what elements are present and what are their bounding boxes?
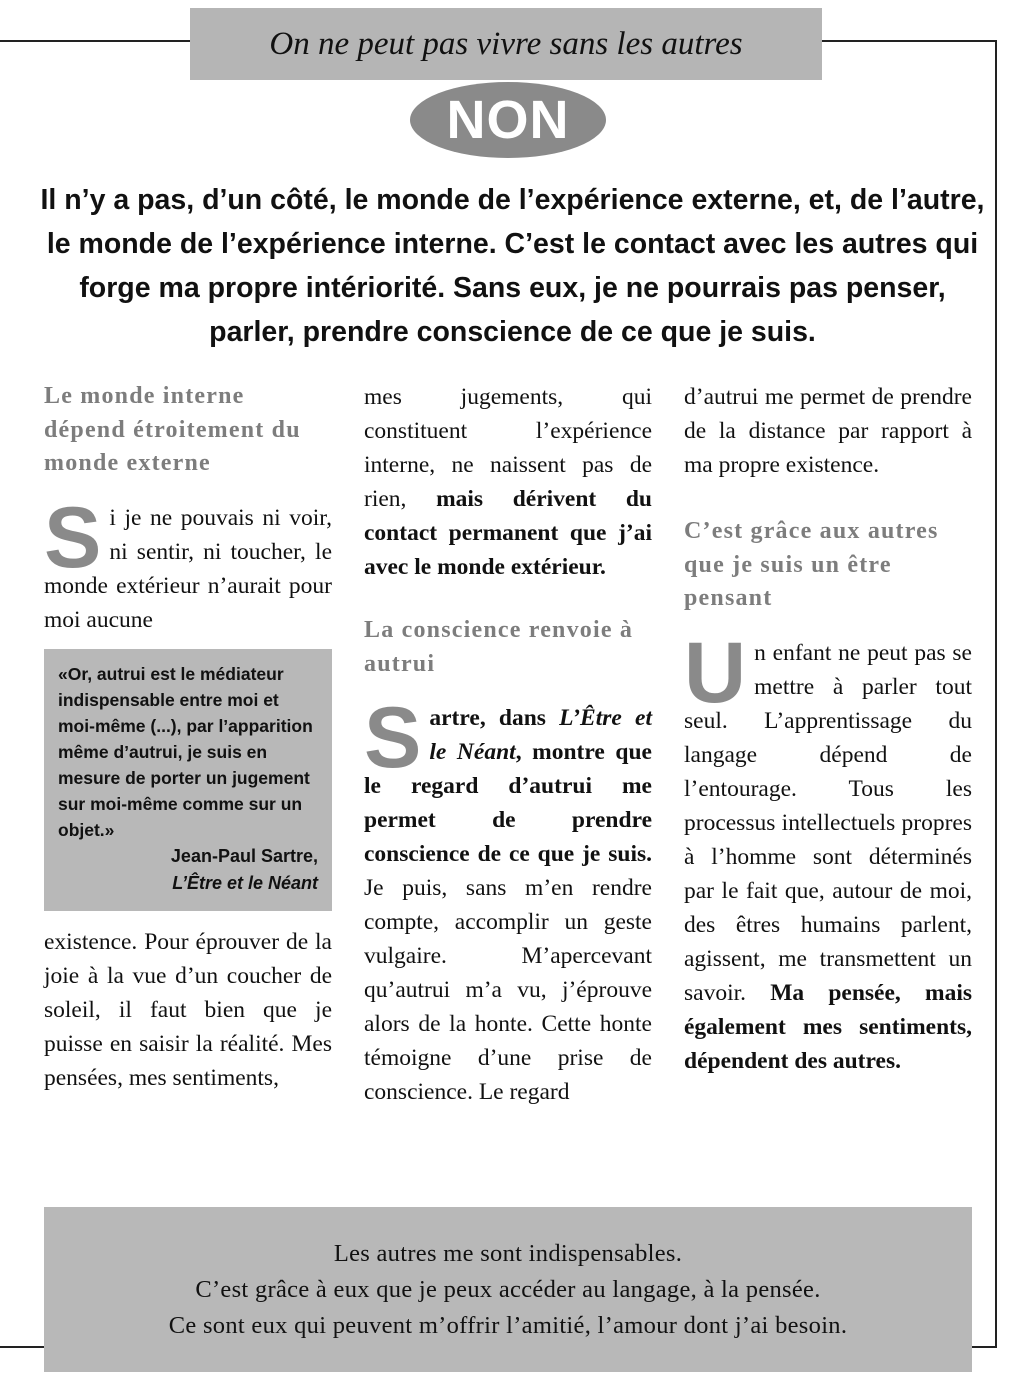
section1-col2-bold: mais dérivent du contact permanent que j’ai avec le monde extérieur. bbox=[364, 486, 652, 580]
section3-text: n enfant ne peut pas se mettre à parler tout seul. L’apprentissage du langage dépend de l’entourage. Tous les processus intellectuels propres à l’homme sont déterminés par le fait que, autour de moi, des êtres humains parlent, agissent, me transmettent un savoir. bbox=[684, 639, 972, 1006]
column-2 bbox=[364, 380, 652, 1109]
quote-box bbox=[44, 649, 332, 911]
section1-heading: Le monde interne dépend étroitement du monde externe bbox=[44, 383, 301, 476]
section3-paragraph bbox=[684, 624, 972, 1078]
conclusion-line-3: Ce sont eux qui peuvent m’offrir l’amitié, l’amour dont j’ai besoin. bbox=[168, 1311, 848, 1339]
conclusion-line-1: Les autres me sont indispensables. bbox=[333, 1239, 683, 1267]
section2-paragraph bbox=[364, 690, 653, 1109]
section1-col2-text: mes jugements, qui constituent l’expérience interne, ne naissent pas de rien, bbox=[364, 384, 652, 512]
quote-text: «Or, autrui est le médiateur indispensable entre moi et moi-même (...), par l’apparition même d’autrui, je suis en mesure de porter un jugement sur moi-même comme sur un objet.» bbox=[58, 663, 313, 840]
section3-bold-end: Ma pensée, mais également mes sentiments, dépendent des autres. bbox=[684, 979, 972, 1074]
section1-text-after-quote: existence. Pour éprouver de la joie à la vue d’un coucher de soleil, il faut bien que je puisse en saisir la réalité. Mes pensées, mes sentiments, bbox=[44, 928, 332, 1091]
section1-dropcap: S bbox=[44, 489, 102, 586]
frame-rule-bottom-right bbox=[970, 1346, 997, 1348]
section1-col2-continuation bbox=[364, 380, 652, 584]
frame-rule-top-right bbox=[820, 40, 997, 42]
title-band bbox=[190, 8, 822, 80]
conclusion-line-2: C’est grâce à eux que je peux accéder au langage, à la pensée. bbox=[195, 1275, 821, 1303]
section2-heading: La conscience renvoie à autrui bbox=[364, 617, 634, 677]
section3-heading: C’est grâce aux autres que je suis un être pensant bbox=[684, 518, 939, 611]
section2-dropcap: S bbox=[364, 690, 422, 786]
column-3 bbox=[684, 380, 972, 1078]
quote-work: L’Être et le Néant bbox=[172, 872, 318, 893]
section2-bold-part1: artre, dans bbox=[429, 705, 546, 731]
quote-author: Jean-Paul Sartre, bbox=[170, 845, 318, 866]
section1-paragraph-start bbox=[44, 489, 332, 637]
frame-rule-top-left bbox=[0, 40, 190, 42]
lead-paragraph: Il n’y a pas, d’un côté, le monde de l’expérience externe, et, de l’autre, le monde de l’expérience interne. C’est le contact avec les autres qui forge ma propre intériorité. Sans eux, je ne pourrais pas penser, parler, prendre conscience de ce que je suis. bbox=[40, 184, 985, 348]
page-title: On ne peut pas vivre sans les autres bbox=[269, 25, 743, 62]
conclusion-box bbox=[44, 1207, 972, 1372]
section3-dropcap: U bbox=[684, 624, 747, 721]
section2-bold-part2: , montre que le regard d’autrui me permet de prendre conscience de ce que je suis. bbox=[364, 739, 652, 867]
section1-text-before-quote: i je ne pouvais ni voir, ni sentir, ni toucher, le monde extérieur n’aurait pour moi aucune bbox=[44, 504, 332, 633]
verdict-label: NON bbox=[446, 90, 570, 150]
verdict-badge bbox=[410, 82, 606, 158]
section2-book-title: L’Être et le Néant bbox=[429, 705, 653, 765]
column-1 bbox=[44, 380, 332, 1095]
section2-text: Je puis, sans m’en rendre compte, accomplir un geste vulgaire. M’apercevant qu’autrui m’a vu, j’éprouve alors de la honte. Cette honte témoigne d’une prise de conscience. Le regard bbox=[364, 875, 652, 1105]
frame-rule-right bbox=[995, 40, 997, 1348]
frame-rule-bottom-left bbox=[0, 1346, 45, 1348]
section2-col3-continuation: d’autrui me permet de prendre de la distance par rapport à ma propre existence. bbox=[684, 384, 972, 478]
